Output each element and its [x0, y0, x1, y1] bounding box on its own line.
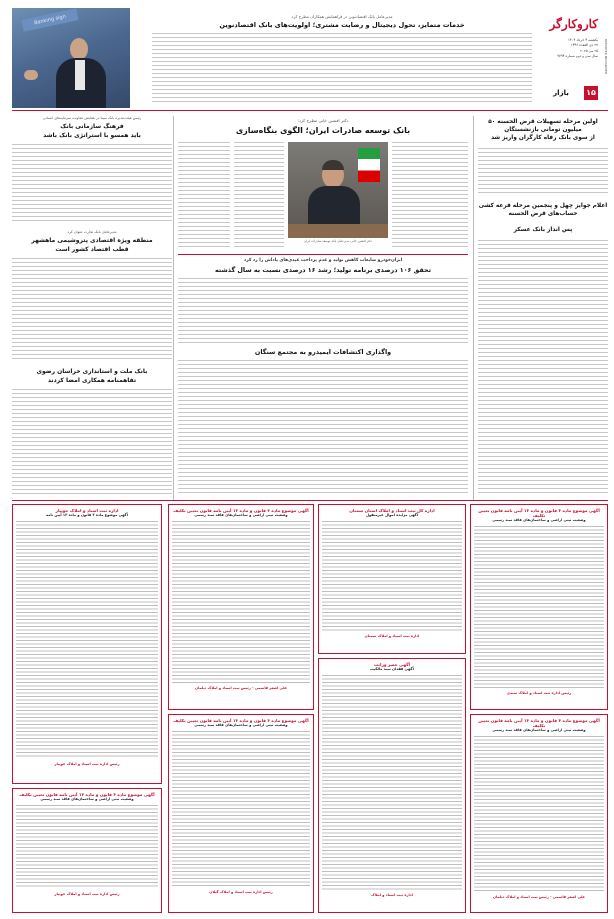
ad-body — [322, 675, 462, 890]
ad-title: آگهی موضوع ماده ۳ قانون و ماده ۱۳ آیین نامه قانون تعیین تکلیف — [173, 718, 309, 723]
ad-box-7 — [318, 658, 466, 913]
center-story-title: بانک توسعه صادرات ایران؛ الگوی بنگاه‌سازی — [235, 126, 411, 135]
photo-desk — [288, 224, 388, 238]
ad-box-3 — [318, 504, 466, 654]
ad-box-5 — [470, 714, 608, 913]
ad-signature: رئیس اداره ثبت اسناد و املاک گیلان — [209, 889, 273, 894]
left-story1-body — [12, 144, 172, 224]
newspaper-logo: کاروکارگر — [549, 17, 598, 31]
col-divider-left — [173, 116, 174, 500]
ad-box-1 — [470, 504, 608, 710]
left-story2-title2: قطب اقتصاد کشور است — [55, 246, 129, 253]
date-fa: یکشنبه ۴ خرداد ۱۴۰۴ — [567, 38, 598, 42]
left-story1-kicker: رئیس هیئت‌مدیره بانک سینا در همایش معاونت سرمایه‌های انسانی — [42, 116, 142, 120]
col-divider-right — [473, 116, 474, 500]
ad-subtitle: وضعیت ثبتی اراضی و ساختمان‌های فاقد سند رسمی — [194, 723, 288, 728]
page-number-badge: ۱۵ — [584, 86, 598, 100]
photo-sign: Banking sign — [21, 8, 78, 31]
top-story-photo — [12, 8, 130, 108]
ad-signature: رئیس اداره ثبت اسناد و املاک جویبار — [54, 891, 120, 896]
top-story-body — [152, 33, 532, 105]
center-story-col4 — [178, 142, 230, 250]
right-story2-body — [478, 240, 608, 496]
ad-subtitle: وضعیت ثبتی اراضی و ساختمان‌های فاقد سند رسمی — [40, 797, 134, 802]
ad-subtitle: وضعیت ثبتی اراضی و ساختمان‌های فاقد سند رسمی — [492, 728, 586, 733]
right-story2-title: اعلام جوایز چهل و پنجمین مرحله قرعه کشی حساب‌های قرض الحسنه — [478, 203, 608, 217]
ad-title: آگهی موضوع ماده ۳ قانون و ماده ۱۳ آیین نامه قانون تعیین تکلیف — [478, 508, 600, 519]
section-name: بازار — [553, 89, 569, 97]
photo-hand — [24, 70, 38, 80]
right-story1-body — [478, 148, 608, 196]
ad-subtitle: آگهی موضوع ماده ۳ قانون و ماده ۱۳ آیین نامه — [46, 513, 128, 518]
ad-signature: اداره ثبت اسناد و املاک — [371, 892, 413, 897]
left-story3-title2: تفاهمنامه همکاری امضا کردند — [47, 377, 137, 384]
left-story2-body — [12, 258, 172, 362]
ad-body — [322, 521, 462, 631]
center-story-col3 — [234, 142, 284, 250]
ad-box-8 — [12, 788, 162, 913]
date-block — [540, 38, 598, 60]
ad-body — [172, 521, 310, 683]
ad-title: آگهی موضوع ماده ۳ قانون و ماده ۱۳ آیین نامه قانون تعیین تکلیف — [19, 792, 155, 797]
center-story3-body — [178, 360, 468, 494]
ad-body — [474, 736, 604, 892]
ad-subtitle: آگهی مزایده اموال غیرمنقول — [365, 513, 419, 518]
ad-body — [474, 526, 604, 688]
ad-title: اداره کل ثبت اسناد و املاک استان سمنان — [349, 508, 435, 513]
left-story3-title: بانک ملت و استانداری خراسان رضوی — [36, 368, 148, 375]
ad-subtitle: وضعیت ثبتی اراضی و ساختمان‌های فاقد سند رسمی — [492, 518, 586, 523]
ad-body — [16, 521, 158, 759]
left-story1-title: فرهنگ سازمانی بانک — [60, 123, 124, 130]
ad-title: آگهی حصر وراثت — [374, 662, 410, 667]
ad-signature: اداره ثبت اسناد و املاک سمنان — [364, 633, 420, 638]
divider-top — [12, 110, 608, 111]
center-story-photo — [288, 142, 388, 238]
center-story2-body — [178, 278, 468, 344]
ad-subtitle: آگهی فقدان سند مالکیت — [370, 667, 414, 672]
photo-person-shirt — [75, 60, 85, 90]
center-story3-title: واگذاری اکتشافات ایمیدرو به مجتمع سنگان — [254, 348, 392, 356]
date-en: ۲۵ می ۲۰۲۵ — [580, 48, 598, 53]
ad-signature: علی اصغر قاسمی - رئیس ثبت اسناد و املاک دیلمان — [194, 685, 288, 690]
center-photo-caption: دکتر افشین خانی مدیرعامل بانک توسعه صادرات ایران — [304, 239, 372, 243]
ad-box-2 — [168, 504, 314, 710]
ad-body — [16, 805, 158, 889]
divider-ads — [12, 500, 608, 501]
ad-signature: رئیس اداره ثبت اسناد و املاک جویبار — [54, 761, 120, 766]
center-story2-title: تحقق ۱۰۶ درصدی برنامه تولید؛ رشد ۱۶ درصدی نسبت به سال گذشته — [214, 266, 431, 274]
ad-title: آگهی موضوع ماده ۳ قانون و ماده ۱۳ آیین نامه قانون تعیین تکلیف — [478, 718, 600, 729]
left-story1-title2: باید همسو با استراتژی بانک باشد — [43, 132, 141, 139]
center-story-col1 — [392, 142, 468, 250]
left-story3-body — [12, 389, 172, 495]
right-story2-title2: پس انداز بانک عسکر — [513, 227, 573, 233]
center-story2-kicker: ایران‌خودرو شایعات کاهش تولید و عدم پرداخت عیدی‌های پاداش را رد کرد — [243, 258, 403, 263]
divider-center-1 — [178, 254, 468, 255]
issue-number: سال سی و دوم شماره ۹۷۹۴ — [557, 54, 598, 59]
left-story2-title: منطقه ویژه اقتصادی پتروشیمی ماهشهر — [31, 237, 153, 244]
top-story-title: خدمات متمایز، تحول دیجیتال و رضایت مشتری؛ اولویت‌های بانک اقتصادنوین — [219, 21, 465, 29]
right-story1-title: اولین مرحله تسهیلات قرض الحسنه ۵۰ میلیون تومانی بازنشستگان — [488, 119, 598, 133]
ad-box-4 — [12, 504, 162, 784]
top-story-kicker: مدیرعامل بانک اقتصادنوین در فراهمایش همکاران مطرح کرد — [291, 14, 393, 19]
left-story2-kicker: مدیرعامل بانک تجارت عنوان کرد — [67, 230, 117, 234]
photo-subject-hair — [322, 160, 344, 170]
masthead-vertical-text: REPORTER NEWSPAPER — [604, 38, 608, 74]
masthead — [538, 14, 608, 114]
ad-subtitle: وضعیت ثبتی اراضی و ساختمان‌های فاقد سند رسمی — [194, 513, 288, 518]
ad-title: اداره ثبت اسناد و املاک جویبار — [55, 508, 119, 513]
ad-box-6 — [168, 714, 314, 913]
ad-signature: علی اصغر قاسمی - رئیس ثبت اسناد و املاک دیلمان — [492, 895, 586, 899]
photo-person-head — [70, 38, 88, 60]
right-story1-title2: از سوی بانک رفاه کارگران واریز شد — [491, 135, 595, 141]
date-hijri: ۲۷ ذی القعده ۱۴۴۶ — [570, 43, 598, 48]
ad-title: آگهی موضوع ماده ۳ قانون و ماده ۱۳ آیین نامه قانون تعیین تکلیف — [173, 508, 309, 513]
ad-body — [172, 731, 310, 887]
center-story-kicker: دکتر افشین خانی مطرح کرد: — [297, 118, 349, 123]
ad-signature: رئیس اداره ثبت اسناد و املاک سیدی — [506, 691, 572, 695]
flag — [358, 148, 380, 182]
